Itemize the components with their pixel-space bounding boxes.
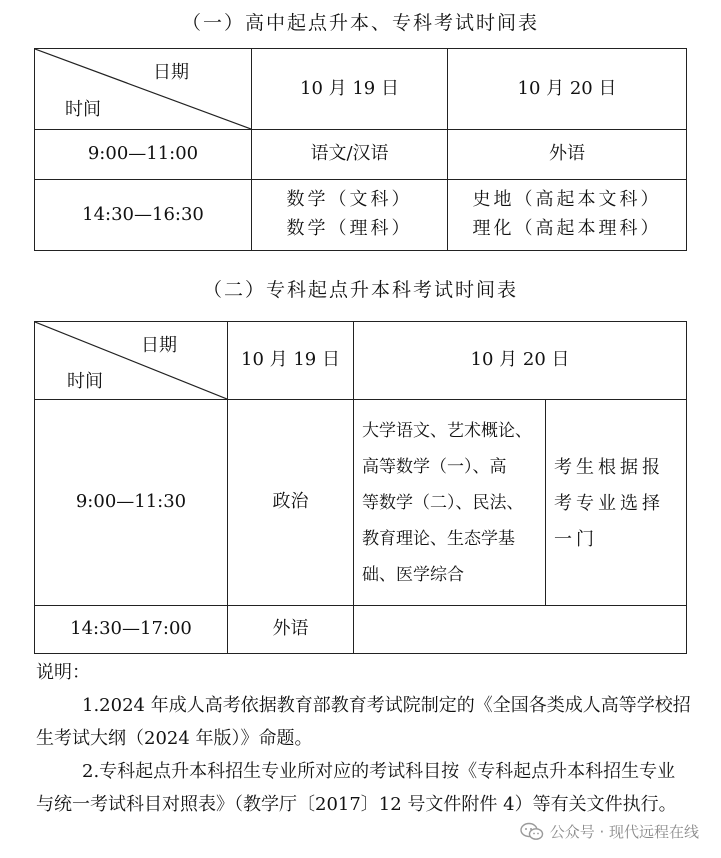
time-cell: 14:30—17:00 — [35, 606, 228, 654]
subject-cell — [448, 180, 687, 251]
notes-heading: 说明： — [36, 662, 90, 683]
date-header: 10 月 20 日 — [448, 49, 687, 130]
subject-cell — [252, 180, 448, 251]
date-header: 10 月 19 日 — [228, 322, 354, 400]
notes-section — [36, 656, 691, 821]
subject-line: 数学（理科） — [286, 218, 413, 239]
subject-cell: 外语 — [228, 606, 354, 654]
subject-cell — [546, 400, 687, 606]
subject-line: 考生根据报 — [554, 457, 664, 478]
date-label: 日期 — [153, 62, 189, 83]
table2-corner-header — [35, 322, 228, 400]
subject-cell — [354, 400, 546, 606]
time-cell: 9:00—11:00 — [35, 130, 252, 180]
subject-line: 大学语文、艺术概论、 — [362, 420, 532, 441]
schedule-table-1 — [34, 48, 687, 251]
time-label: 时间 — [67, 371, 103, 392]
time-cell: 14:30—16:30 — [35, 180, 252, 251]
watermark — [520, 821, 699, 842]
subject-line: 教育理论、生态学基 — [362, 528, 515, 549]
watermark-text: 公众号 · 现代远程在线 — [549, 823, 699, 841]
subject-line: 高等数学（一）、高 — [362, 456, 507, 477]
subject-line: 数学（文科） — [286, 189, 413, 211]
subject-line: 理化（高起本理科） — [472, 218, 662, 239]
empty-cell — [354, 606, 687, 654]
schedule-table-2 — [34, 321, 687, 654]
subject-line: 考专业选择 — [554, 493, 664, 514]
subject-cell: 外语 — [448, 130, 687, 180]
note-item: 1.2024 年成人高考依据教育部教育考试院制定的《全国各类成人高等学校招生考试大纲（2024 年版）》命题。 — [36, 695, 691, 749]
subject-line: 等数学（二）、民法、 — [362, 492, 524, 513]
table2-title: （二）专科起点升本科考试时间表 — [202, 279, 518, 301]
time-cell: 9:00—11:30 — [35, 400, 228, 606]
diagonal-line — [35, 322, 227, 399]
note-item: 2.专科起点升本科招生专业所对应的考试科目按《专科起点升本科招生专业与统一考试科目对照表》（教学厅〔2017〕12 号文件附件 4）等有关文件执行。 — [36, 761, 677, 815]
date-header: 10 月 20 日 — [354, 322, 687, 400]
wechat-icon — [520, 822, 544, 842]
subject-cell: 政治 — [228, 400, 354, 606]
date-header: 10 月 19 日 — [252, 49, 448, 130]
time-label: 时间 — [65, 99, 101, 120]
subject-line: 史地（高起本文科） — [472, 189, 662, 211]
subject-line: 一门 — [554, 529, 598, 550]
date-label: 日期 — [141, 335, 177, 356]
subject-cell: 语文/汉语 — [252, 130, 448, 180]
subject-line: 础、医学综合 — [362, 564, 464, 585]
table1-title: （一）高中起点升本、专科考试时间表 — [181, 12, 539, 34]
table1-corner-header — [35, 49, 252, 130]
